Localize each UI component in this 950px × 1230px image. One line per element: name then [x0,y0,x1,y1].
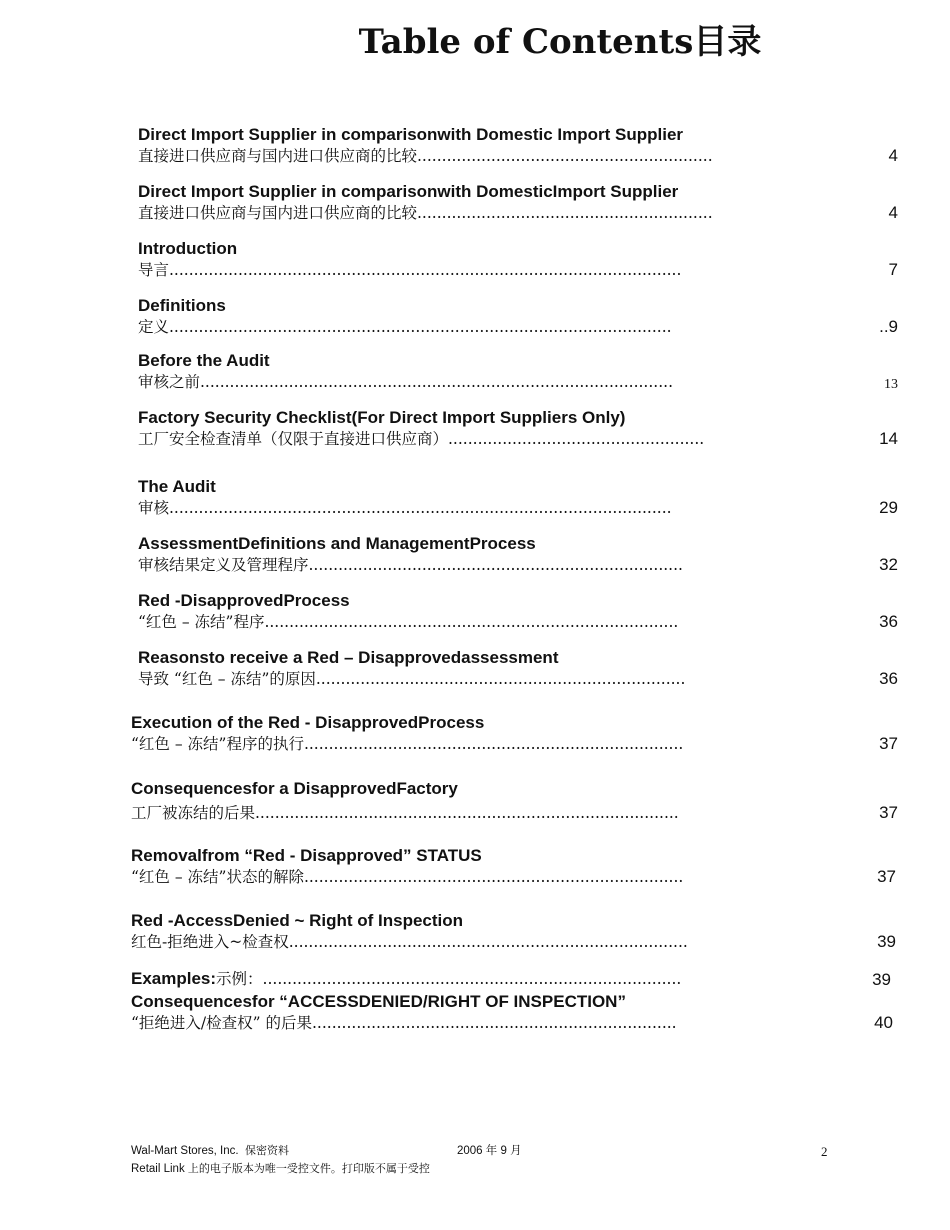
toc-page-number: 29 [879,498,898,517]
page-title: Table of Contents目录 [358,22,762,62]
toc-entry[interactable] [138,648,898,690]
toc-entry[interactable] [138,125,898,167]
toc-entry-zh: “红色 – 冻结”程序的执行............................................................................. [131,735,684,753]
toc-entry-zh: 直接进口供应商与国内进口供应商的比较............................................................ [138,147,713,165]
toc-page-number: 4 [888,146,898,165]
toc-entry[interactable] [131,713,898,755]
footer-date: 2006 年 9 月 [457,1145,522,1157]
toc-page-number: 36 [879,669,898,688]
toc-page-number: 37 [877,867,896,886]
toc-page-number: 39 [872,970,891,989]
footer-page-number: 2 [821,1144,828,1159]
toc-entry-en: The Audit [138,477,216,496]
toc-entry-en: Before the Audit [138,351,270,370]
toc-entry[interactable] [138,408,898,450]
footer-note-prefix: Retail Link [131,1163,185,1175]
toc-entry-en: Direct Import Supplier in comparisonwith DomesticImport Supplier [138,182,679,201]
toc-entry-zh: 审核结果定义及管理程序............................................................................ [138,556,683,574]
toc-entry-zh: 定义...................................................................................................... [138,318,672,336]
toc-entry-en: Execution of the Red - DisapprovedProcess [131,713,485,732]
toc-entry-zh: “拒绝进入/检查权” 的后果.......................................................................... [131,1014,677,1032]
toc-page-number: ..9 [879,317,898,336]
toc-entry-en: Definitions [138,296,226,315]
toc-entry-en: Red -DisapprovedProcess [138,591,350,610]
toc-page-number: 13 [884,377,898,392]
toc-entry[interactable] [138,182,898,224]
toc-entry-en: Red -AccessDenied ~ Right of Inspection [131,911,464,930]
toc-page-number: 7 [888,260,898,279]
toc-page-number: 40 [874,1013,893,1032]
toc-entry-en [131,969,681,989]
toc-entry-en: AssessmentDefinitions and ManagementProcess [138,534,536,553]
toc-entry-zh: 导言........................................................................................................ [138,261,682,279]
toc-page-number: 4 [888,203,898,222]
examples-label: Examples: [131,969,217,988]
toc-entry-en: Reasonsto receive a Red – Disapprovedassessment [138,648,559,667]
toc-entry-en: Consequencesfor “ACCESSDENIED/RIGHT OF INSPECTION” [131,992,626,1011]
toc-page-number: 37 [879,803,898,822]
examples-zh: 示例：..................................................................................... [216,970,682,988]
toc-entry-zh: 审核之前................................................................................................ [138,373,673,391]
toc-entry-zh: “红色 – 冻结”程序.................................................................................... [138,613,679,631]
toc-entry-en: Removalfrom “Red - Disapproved” STATUS [131,846,482,865]
toc-page-number: 14 [879,429,898,448]
toc-entry[interactable] [138,591,898,633]
toc-entry[interactable] [131,992,893,1034]
toc-entry[interactable] [138,296,898,338]
toc-entry[interactable] [131,911,896,953]
toc-entry[interactable] [138,477,898,519]
toc-entry-zh: 工厂被冻结的后果...................................................................................... [131,804,679,822]
toc-page-number: 36 [879,612,898,631]
footer-company: Wal-Mart Stores, Inc. [131,1145,239,1157]
footer-note: 上的电子版本为唯一受控文件。打印版不属于受控 [187,1162,430,1175]
toc-entry-zh: “红色 – 冻结”状态的解除............................................................................. [131,868,684,886]
footer [131,1142,430,1178]
toc-entry[interactable] [138,534,898,576]
toc-entry[interactable] [138,239,898,281]
toc-entry-zh: 导致 “红色 – 冻结”的原因........................................................................... [138,670,686,688]
toc-entry-en: Factory Security Checklist(For Direct Import Suppliers Only) [138,408,626,427]
toc-entry-en: Introduction [138,239,238,258]
footer-confidential: 保密资料 [244,1144,289,1157]
toc-page-number: 37 [879,734,898,753]
toc-entry-en: Consequencesfor a DisapprovedFactory [131,779,458,798]
toc-page-number: 32 [879,555,898,574]
toc-entry-en: Direct Import Supplier in comparisonwith Domestic Import Supplier [138,125,684,144]
toc-entry-examples[interactable] [131,969,891,991]
toc-entry-zh: 直接进口供应商与国内进口供应商的比较............................................................ [138,204,713,222]
toc-entry-zh: 工厂安全检查清单（仅限于直接进口供应商）.................................................... [138,430,705,448]
toc-entry[interactable] [131,846,896,888]
toc-page-number: 39 [877,932,896,951]
toc-entry[interactable] [138,351,898,393]
toc-entry-zh: 红色-拒绝进入~检查权................................................................................. [131,933,688,951]
toc-entry-zh: 审核...................................................................................................... [138,499,672,517]
toc-entry[interactable] [131,779,898,823]
